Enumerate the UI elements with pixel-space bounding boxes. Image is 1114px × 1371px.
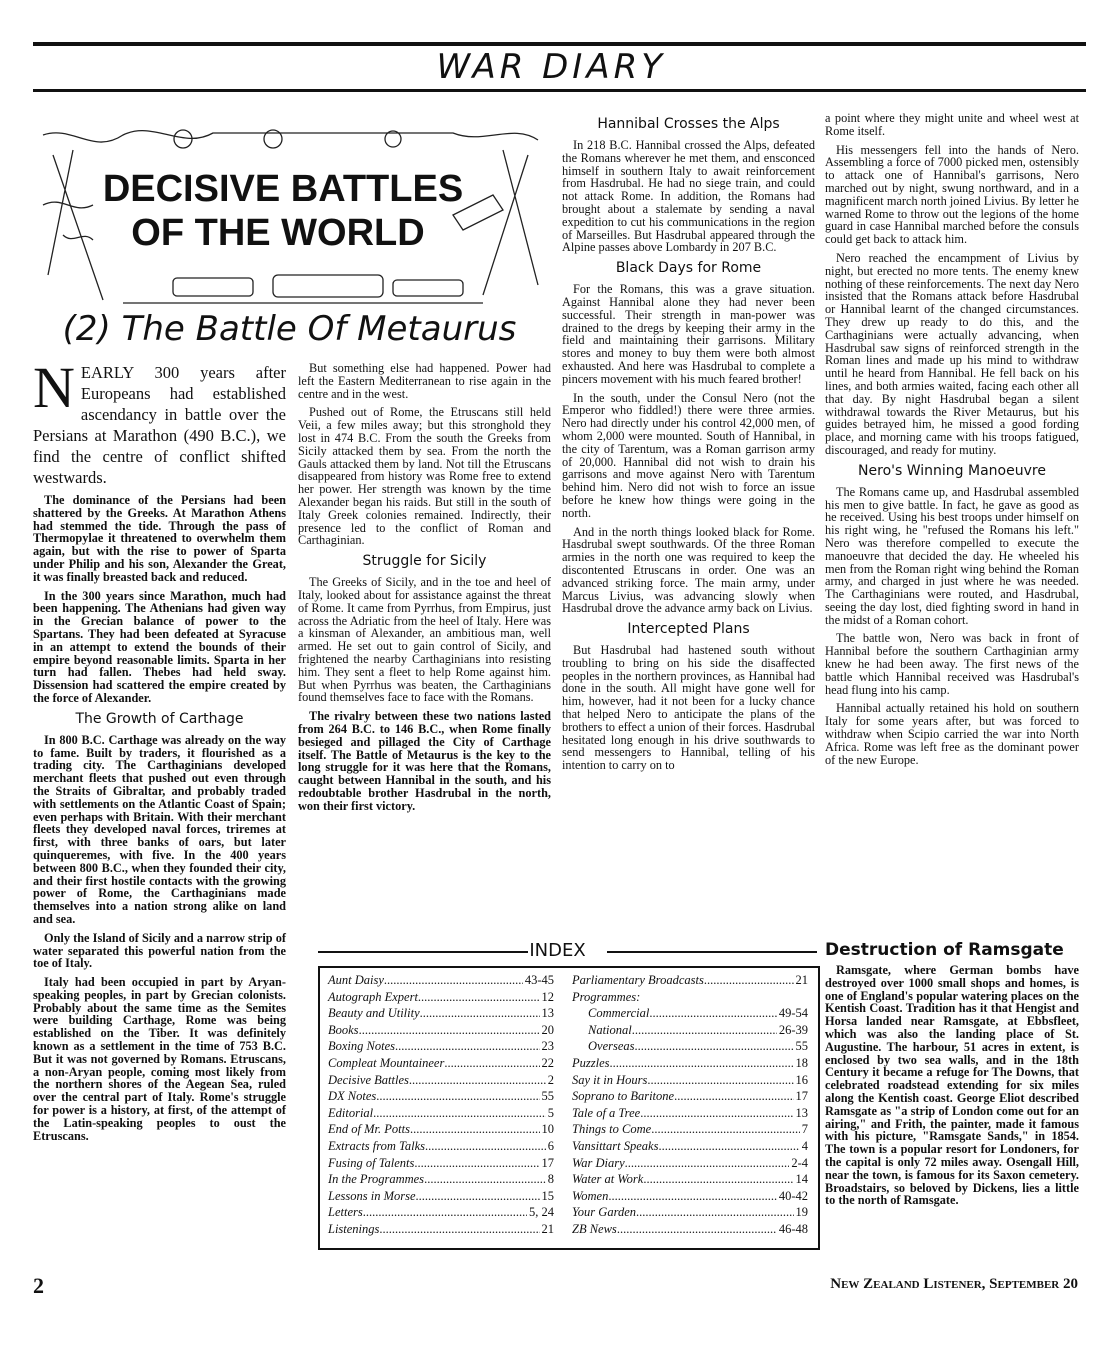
index-entry [572,1204,808,1221]
masthead-rule [33,89,1086,92]
index-entry-name: Fusing of Talents [328,1155,415,1170]
paragraph: a point where they might unite and wheel west at Rome itself. [825,111,1079,138]
section-heading: Black Days for Rome [615,260,762,277]
index-entry-page: 55 [541,1089,554,1104]
index-entry-name: Books [328,1022,359,1037]
index-entry [328,1022,554,1039]
index-entry-name: Letters [328,1205,363,1220]
paragraph: Hannibal actually retained his hold on southern Italy for some years after, but was forced to withdraw when Scipio carried the war into North Africa. Rome was left free as the dominant power of the new Europe. [825,701,1079,767]
section-heading: Intercepted Plans [627,621,750,638]
paragraph: The Romans came up, and Hasdrubal assembled his men to give battle. In fact, he gave as good as he received. Using his best troops under himself on his right wing, he "refused the Romans his left." Nero was therefore compelled to execute the manoeuvre that decided the day. He wheeled his men from the Roman right wing behind the Roman army, and charged in just where he was needed. The Carthaginians were routed, and Hasdrubal, seeing the day lost, died fighting sword in hand in the midst of a Roman cohort. [825,484,1079,627]
index-left-column [328,972,554,1238]
paragraph: His messengers fell into the hands of Nero. Assembling a force of 7000 picked men, ostensibly to attack one of Hannibal's garrisons, Nero marched out by night, swung northward, and in a magnificent march north joined Livius. By letter he warned Rome to throw out the legions of the home guard in case Hannibal marched before the consuls could get back to attack him. [825,142,1079,247]
index-entry [572,1005,808,1022]
index-entry-page: 20 [541,1022,554,1037]
index-entry-name: Decisive Battles [328,1072,409,1087]
lead-paragraph: EARLY 300 years after Europeans had established ascendancy in battle over the Persians at Marathon (490 B.C.), we find the centre of conflict shifted westwards. [33,363,286,487]
index-entry-name: Puzzles [572,1055,610,1070]
wheel-icon [174,130,192,148]
index-entry-page: 21 [795,973,808,987]
paragraph: In 218 B.C. Hannibal crossed the Alps, defeated the Romans wherever he met them, and ensconced himself in southern Italy to await reinforcement from Hasdrubal. He had no siege train, and could not attack Rome. In addition, the Romans had brought about a stalemate by sending a naval expedition to cut his communications in the region of Marseilles. But Hasdrubal appeared through the Alpine passes above Lombardy in 207 B.C. [562,138,815,255]
index-entry-page: 7 [801,1122,808,1137]
index-entry-page: 55 [795,1039,808,1054]
index-entry [572,1221,808,1238]
index-entry [328,1138,554,1155]
index-entry-name: Water at Work [572,1172,644,1187]
paragraph: The battle won, Nero was back in front of Hannibal before the southern Carthaginian army knew he had been away. The first news of the battle which Hannibal received was Hasdrubal's head flung into his camp. [825,631,1079,697]
index-entry [572,1055,808,1072]
paragraph: In 800 B.C. Carthage was already on the way to fame. Built by traders, it flourished as a trading city. The Carthaginians developed merchant fleets that pushed out even through the Straits of Gibraltar, and probably traded with settlements on the Atlantic Coast of Spain; even perhaps with Britain. With their merchant fleets they developed naval forces, triremes at first, with three banks of oars, but later quinqueremes, with five. In the 400 years between 800 B.C., when they founded their city, and their first hostile contacts with the growing power of Rome, the Carthaginians made themselves into a nation strong alike on land and sea. [33,732,286,926]
paragraph: And in the north things looked black for Rome. Hasdrubal swept southwards. Of the three Roman armies in the north one was required to keep the discontented Etruscans in order. One was an advanced striking force. The main army, under Marcus Livius, was advancing slowly when Hasdrubal drove the advance army back on Livius. [562,524,815,616]
index-entry-name: Soprano to Baritone [572,1089,675,1104]
index-entry-page: 10 [541,1122,554,1137]
index-entry [328,1105,554,1122]
index-entry-name: Listenings [328,1221,380,1236]
index-entry-page: 2 [547,1072,554,1087]
index-entry [572,1088,808,1105]
index-entry [572,989,808,1006]
index-entry-page: 18 [795,1055,808,1070]
index-entry [572,1188,808,1205]
index-entry [572,1105,808,1122]
tank-icon-2 [273,275,383,297]
index-entry [328,1005,554,1022]
index-entry [328,1204,554,1221]
index-entry-name: Autograph Expert [328,989,418,1004]
index-entry-name: National [588,1022,632,1037]
index-entry-page: 16 [795,1072,808,1087]
index-entry-name: Extracts from Talks [328,1138,425,1153]
index-entry [328,989,554,1006]
index-entry [572,972,808,989]
index-entry-name: Things to Come [572,1122,652,1137]
paragraph: Pushed out of Rome, the Etruscans still held Veii, a few miles away; but this stronghold they lost in 474 B.C. From the south the Greeks from Sicily attacked them by sea. From the north the Gauls attacked them by land. Not till the Etruscans disappeared from history was Rome free to extend her power. Her strength was known by the time Alexander began his raids. But still in the south of Italy Greek colonies remained. Indirectly, their presence led to the conflict of Roman and Carthaginian. [298,405,551,548]
index-heading [298,939,817,963]
index-entry-name: Tale of a Tree [572,1105,641,1120]
index-entry-name: Boxing Notes [328,1039,396,1054]
paragraph: But Hasdrubal had hastened south without troubling to bring on his side the disaffected peoples in the northern provinces, as Hannibal had done in the south. All might have gone well for him, however, had it not been for a lucky chance that helped Nero to anticipate the plans of the brothers to effect a union of their forces. Hasdrubal hesitated long enough in his drive southwards to send messengers to Hannibal, telling of his intention to carry on to [562,643,815,773]
index-entry-name: Vansittart Speaks [572,1138,659,1153]
index-entry [572,1022,808,1039]
index-entry-page: 8 [547,1172,554,1187]
index-entry-page: 21 [541,1221,554,1236]
article-subtitle: (2) The Battle Of Metaurus [62,309,517,349]
tank-icon [173,278,253,296]
index-entry-name: Beauty and Utility [328,1006,420,1021]
section-heading: Nero's Winning Manoeuvre [858,462,1046,479]
index-entry-page: 40-42 [778,1188,808,1203]
index-entry-page: 49-54 [778,1006,808,1021]
index-entry [328,1171,554,1188]
paragraph: Italy had been occupied in part by Aryan-speaking peoples, in part by Grecian colonists. Probably about the same time as the Semites were building Carthage, Rome was being established on the Tiber. It was definitely known as a settlement in the time of 753 B.C. But it was not governed by Romans. Etruscans, a non-Aryan people, coming most likely from the northern shores of the Aegean Sea, ruled over the central part of Italy. Rome's struggle for power is a history, at first, of the attempt of the Latin-speaking peoples to oust the Etruscans. [33,975,286,1143]
banner-top-ornament [43,131,538,142]
drop-cap: N [33,355,75,420]
index-entry-name: Parliamentary Broadcasts [572,973,704,987]
index-entry [572,1038,808,1055]
index-entry [572,1155,808,1172]
paragraph: But something else had happened. Power had left the Eastern Mediterranean to rise again in the centre and in the west. [298,361,551,401]
paragraph: The Greeks of Sicily, and in the toe and heel of Italy, looked about for assistance against the threat of Rome. It came from Pyrrhus, from Empirus, just across the Adriatic from the heel of Italy. Here was a kinsman of Alexander, an ambitious man, well armed. He set out to gain control of Sicily, and frightened the nearby Carthaginians into resisting him. They sent a fleet to help Rome against him. But when Pyrrhus was beaten, the Carthaginians found themselves face to face with the Romans. [298,575,551,705]
index-entry [328,972,554,989]
paragraph: In the south, under the Consul Nero (not the Emperor who fiddled!) there were three armies. Nero had directly under his control 42,000 men, of whom 2,000 were mounted. South of Hannibal, in the city of Tarentum, was a Roman garrison army of 20,000. Hannibal did not wish to drain his garrisons and move against Nero with Tarentum behind him. Nero did not wish to force an issue before he knew how things were going in the north. [562,390,815,520]
index-box [318,966,820,1250]
banner-line-1: DECISIVE BATTLES [102,168,464,210]
index-entry-page: 26-39 [778,1022,808,1037]
index-entry-name: In the Programmes [328,1172,425,1187]
index-entry [328,1188,554,1205]
paragraph: Only the Island of Sicily and a narrow strip of water separated this powerful nation from the toe of Italy. [33,930,286,971]
index-entry-name: Lessons in Morse [328,1188,416,1203]
index-entry-page: 5 [547,1105,554,1120]
column-1 [33,355,286,1148]
index-entry-page: 6 [547,1138,554,1153]
index-entry-page: 2-4 [791,1155,808,1170]
index-entry [328,1072,554,1089]
index-entry [328,1055,554,1072]
banner-line-2: OF THE WORLD [131,212,425,254]
paragraph: For the Romans, this was a grave situation. Against Hannibal alone they had never been successful. Their strength in man-power was drained to the dregs by keeping their army in the field and maintaining their garrisons. Military stores and money to buy them were both almost exhausted. And here was Hasdrubal to complete a pincers movement with his much feared brother! [562,282,815,386]
index-entry-page: 17 [541,1155,554,1170]
index-entry [572,1072,808,1089]
index-title: INDEX [529,940,586,961]
index-entry-name: Editorial [328,1105,374,1120]
section-heading: The Growth of Carthage [75,710,244,727]
index-entry-name: Programmes: [572,989,641,1004]
index-entry-page [806,989,808,1006]
index-entry-name: DX Notes [328,1089,377,1104]
index-entry-name: Your Garden [572,1205,637,1220]
ramsgate-heading: Destruction of Ramsgate [825,940,1064,960]
index-entry-name: Say it in Hours [572,1072,648,1087]
publication-footer: New Zealand Listener, September 20 [830,1276,1078,1292]
index-entry-page: 23 [541,1039,554,1054]
column-2 [298,362,551,819]
index-entry-page: 19 [795,1205,808,1220]
index-entry-page: 46-48 [778,1221,808,1236]
index-right-column [572,972,808,1238]
armored-car-icon [393,280,463,296]
index-entry [328,1155,554,1172]
index-entry-page: 14 [795,1172,808,1187]
index-entry-name: Women [572,1188,609,1203]
paragraph: The rivalry between these two nations lasted from 264 B.C. to 146 B.C., when Rome finally besieged and pillaged the City of Carthage itself. The Battle of Metaurus is the key to the long struggle for it was here that the Romans, caught between Hannibal in the south, and his redoubtable brother Hasdrubal in the north, won their first victory. [298,709,551,813]
section-heading: Struggle for Sicily [362,553,487,570]
index-entry [572,1171,808,1188]
index-entry-page: 13 [541,1006,554,1021]
index-entry-name: Commercial [588,1006,650,1021]
index-entry-name: Aunt Daisy [328,973,384,987]
index-entry [328,1121,554,1138]
masthead-title: WAR DIARY [436,47,666,87]
index-entry-name: War Diary [572,1155,625,1170]
paragraph: In the 300 years since Marathon, much had been happening. The Athenians had given way in the Grecian balance of power to the Spartans. They had been defeated at Syracuse in an attempt to extend the bounds of their empire beyond reasonable limits. Sparta in her turn had fallen. Thebes had held sway. Dissension had scattered the empire created by the force of Alexander. [33,588,286,705]
index-entry-page: 43-45 [524,973,554,987]
index-entry-name: Overseas [588,1039,635,1054]
page-number: 2 [33,1273,44,1298]
index-entry [328,1221,554,1238]
paragraph: Nero reached the encampment of Livius by night, but erected no more tents. The enemy knew nothing of these reinforcements. The next day Nero insisted that the Romans attack before Hasdrubal or Hannibal learnt of the changed circumstances. They drew up ready to do this, and the Carthaginians were actually advancing, when Hasdrubal saw signs of reinforced strength in the Roman lines and made up his mind to withdraw until he heard from Hannibal. He fell back on his lines, and both armies waited, facing each other all that day. By night Hasdrubal began a silent withdrawal towards the River Metaurus, but his guides betrayed him, he missed a good fording place, and morning came with his troops fatigued, discouraged, and ready for mutiny. [825,250,1079,457]
index-entry [328,1038,554,1055]
decisive-battles-banner [33,115,546,310]
section-masthead [33,46,1086,89]
ramsgate-article [825,940,1079,1213]
column-3 [562,112,815,778]
column-4 [825,112,1079,772]
index-entry-name: End of Mr. Potts [328,1122,410,1137]
index-entry [572,1121,808,1138]
index-entry-name: ZB News [572,1221,617,1236]
ramsgate-body: Ramsgate, where German bombs have destroyed over 1000 small shops and homes, is one of England's popular watering places on the Kentish Coast. Tradition has it that Hengist and Horsa landed near Ramsgate, at Ebbsfleet, which was also the landing place of St. Augustine. The harbour, 51 acres in extent, is enclosed by two sea walls, and in the 18th Century it became a refuge for The Downs, that celebrated roadstead extending for six miles along the Kentish coast. George Eliot described Ramsgate as "a strip of London come out for an airing," and Frith, the painter, made it famous with his picture, "Ramsgate Sands," in 1854. The town is a popular resort for Londoners, for the capital is only 72 miles away. Osengall Hill, near the town, is famous for its Saxon cemetery. Broadstairs, so beloved by Dickens, lies a little to the north of Ramsgate. [825,963,1079,1208]
index-entry-page: 17 [795,1089,808,1104]
index-entry-page: 4 [801,1138,808,1153]
index-entry-page: 13 [795,1105,808,1120]
index-entry [572,1138,808,1155]
section-heading: Hannibal Crosses the Alps [597,116,780,132]
index-entry-page: 22 [541,1055,554,1070]
index-entry [328,1088,554,1105]
paragraph: The dominance of the Persians had been shattered by the Greeks. At Marathon Athens had stemmed the tide. Through the pass of Thermopylae it threatened to overwhelm them again, but with the rise to power of Sparta under Philip and his son, Alexander the Great, it was finally breasted back and reduced. [33,493,286,584]
index-entry-page: 5, 24 [529,1205,554,1220]
index-entry-page: 12 [541,989,554,1004]
index-entry-page: 15 [541,1188,554,1203]
index-entry-name: Compleat Mountaineer [328,1055,445,1070]
